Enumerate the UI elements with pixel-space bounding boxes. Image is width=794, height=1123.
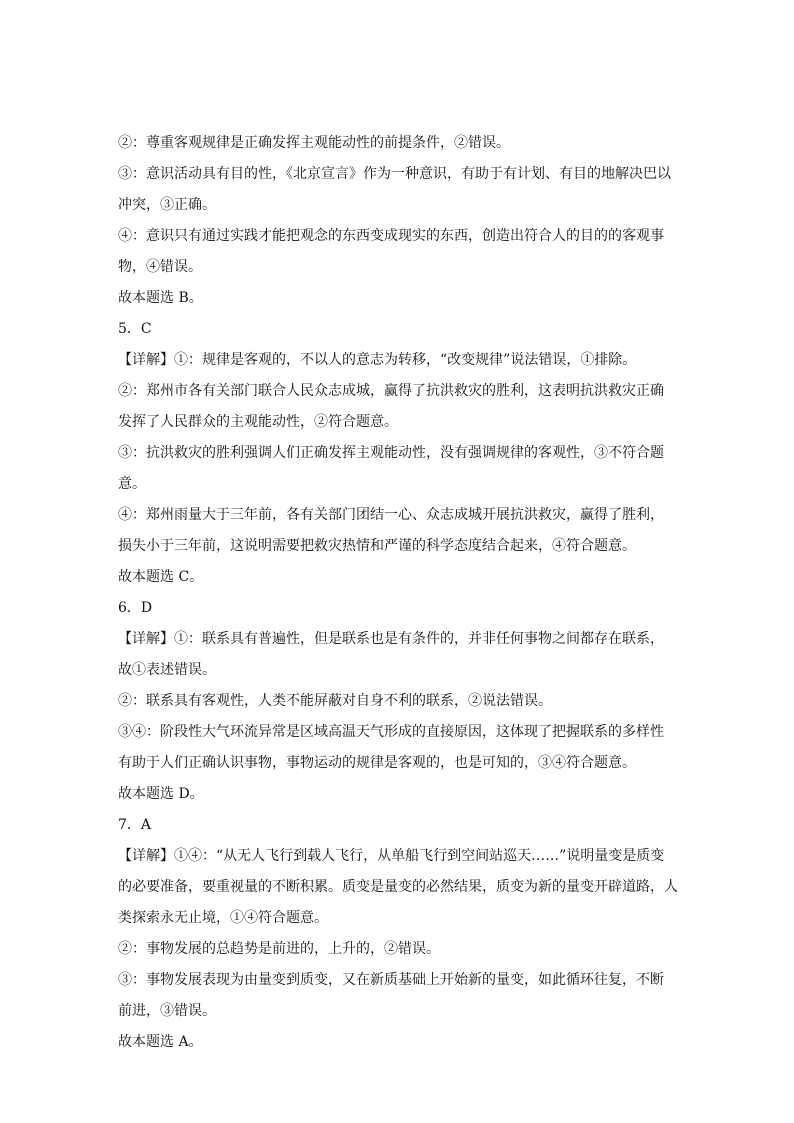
text-line: 损失小于三年前，这说明需要把救灾热情和严谨的科学态度结合起来，④符合题意。	[118, 538, 636, 554]
text-line: ③：意识活动具有目的性，《北京宣言》作为一种意识，有助于有计划、有目的地解决巴以	[118, 166, 671, 182]
text-line: 物，④错误。	[118, 259, 202, 275]
text-line: 发挥了人民群众的主观能动性，②符合题意。	[118, 414, 398, 430]
text-line: 【详解】①④：“从无人飞行到载人飞行，从单船飞行到空间站巡天……”说明量变是质变	[118, 848, 665, 864]
text-line: ④：意识只有通过实践才能把观念的东西变成现实的东西，创造出符合人的目的的客观事	[118, 228, 664, 244]
text-line: 有助于人们正确认识事物，事物运动的规律是客观的，也是可知的，③④符合题意。	[118, 755, 636, 771]
text-line: 冲突，③正确。	[118, 197, 216, 213]
text-line: 【详解】①：联系具有普遍性，但是联系也是有条件的，并非任何事物之间都存在联系，	[118, 631, 664, 647]
text-line: 类探索永无止境，①④符合题意。	[118, 910, 328, 926]
answer-conclusion: 故本题选 C。	[118, 569, 204, 585]
answer-conclusion: 故本题选 D。	[118, 786, 204, 802]
question-answer-heading: 6．D	[118, 600, 153, 616]
answer-explanation-page	[118, 128, 680, 1058]
text-line: 故①表述错误。	[118, 662, 216, 678]
text-line: ③④：阶段性大气环流异常是区域高温天气形成的直接原因，这体现了把握联系的多样性	[118, 724, 664, 740]
text-line: 意。	[118, 476, 146, 492]
question-answer-heading: 7．A	[118, 817, 152, 833]
text-line: ②：郑州市各有关部门联合人民众志成城，赢得了抗洪救灾的胜利，这表明抗洪救灾正确	[118, 383, 664, 399]
text-line: ④：郑州雨量大于三年前，各有关部门团结一心、众志成城开展抗洪救灾，赢得了胜利，	[118, 507, 664, 523]
text-line: 【详解】①：规律是客观的，不以人的意志为转移，“改变规律”说法错误，①排除。	[118, 352, 637, 368]
text-line: ②：联系具有客观性，人类不能屏蔽对自身不利的联系，②说法错误。	[118, 693, 552, 709]
text-line: ②：尊重客观规律是正确发挥主观能动性的前提条件，②错误。	[118, 135, 510, 151]
text-line: ②：事物发展的总趋势是前进的，上升的，②错误。	[118, 941, 440, 957]
answer-conclusion: 故本题选 A。	[118, 1034, 203, 1050]
text-line: 的必要准备，要重视量的不断积累。质变是量变的必然结果，质变为新的量变开辟道路，人	[118, 879, 678, 895]
answer-conclusion: 故本题选 B。	[118, 290, 203, 306]
text-line: ③：事物发展表现为由量变到质变，又在新质基础上开始新的量变，如此循环往复，不断	[118, 972, 664, 988]
text-line: 前进，③错误。	[118, 1003, 216, 1019]
text-line: ③：抗洪救灾的胜利强调人们正确发挥主观能动性，没有强调规律的客观性，③不符合题	[118, 445, 664, 461]
question-answer-heading: 5．C	[118, 321, 152, 337]
